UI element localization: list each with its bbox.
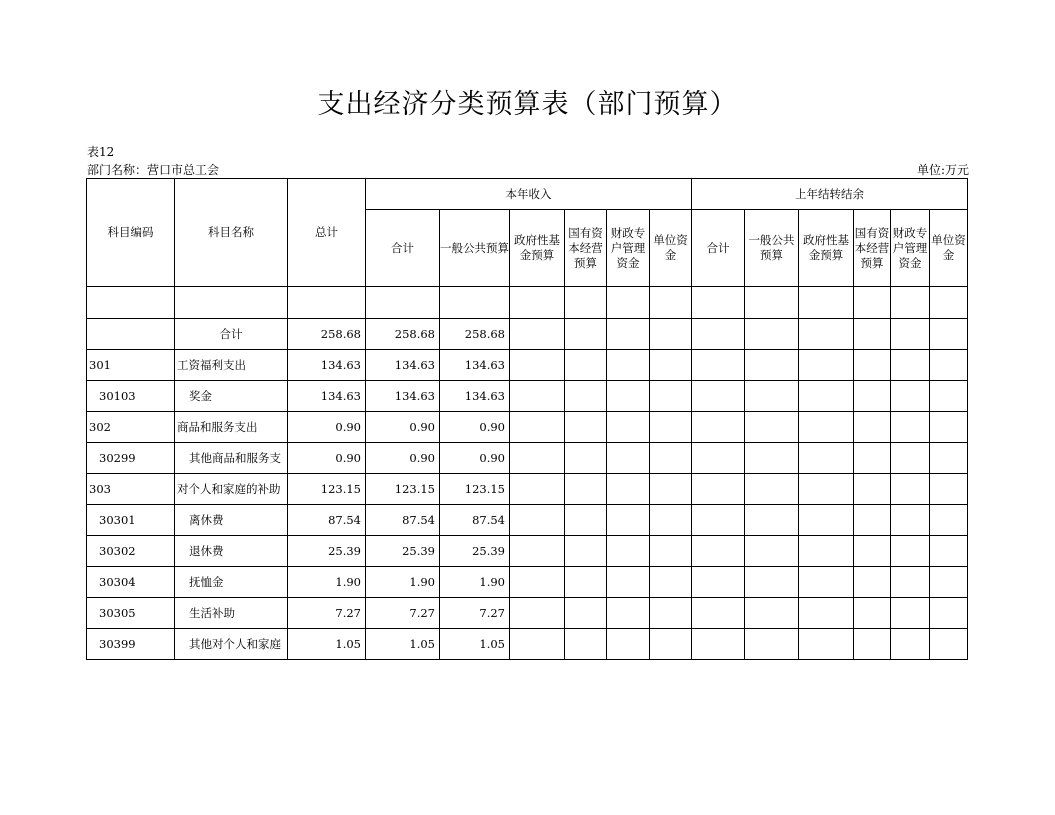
cell-current-unit-funds [650, 629, 692, 660]
cell-current-state-capital [565, 598, 607, 629]
cell-current-general: 1.05 [440, 629, 510, 660]
cell-current-state-capital [565, 474, 607, 505]
cell-prior-general [745, 443, 799, 474]
cell-prior-state-capital [854, 443, 891, 474]
cell-name: 商品和服务支出 [175, 412, 288, 443]
cell-current-general: 134.63 [440, 350, 510, 381]
cell-code: 30301 [87, 505, 175, 536]
table-row [87, 443, 968, 474]
cell-prior-total [692, 350, 745, 381]
table-row [87, 319, 968, 350]
header-spacer-row [87, 287, 968, 319]
cell-code: 30103 [87, 381, 175, 412]
cell-prior-unit-funds [930, 412, 968, 443]
cell-prior-fund [799, 536, 854, 567]
cell-prior-fund [799, 598, 854, 629]
cell-prior-total [692, 629, 745, 660]
cell-prior-general [745, 474, 799, 505]
cell-name: 其他商品和服务支 [175, 443, 288, 474]
cell-current-unit-funds [650, 598, 692, 629]
cell-name: 抚恤金 [175, 567, 288, 598]
cell-current-special-account [607, 381, 650, 412]
cell-current-unit-funds [650, 474, 692, 505]
cell-current-fund [510, 629, 565, 660]
table-row [87, 567, 968, 598]
cell-current-state-capital [565, 319, 607, 350]
cell-name: 生活补助 [175, 598, 288, 629]
cell-prior-special-account [891, 474, 930, 505]
cell-prior-general [745, 536, 799, 567]
cell-current-state-capital [565, 412, 607, 443]
cell-prior-unit-funds [930, 567, 968, 598]
cell-name: 对个人和家庭的补助 [175, 474, 288, 505]
cell-prior-fund [799, 505, 854, 536]
cell-current-general: 87.54 [440, 505, 510, 536]
cell-code: 30305 [87, 598, 175, 629]
cell-prior-unit-funds [930, 474, 968, 505]
cell-prior-fund [799, 567, 854, 598]
cell-prior-special-account [891, 536, 930, 567]
col-group-prior-carryover: 上年结转结余 [692, 179, 968, 210]
cell-current-fund [510, 474, 565, 505]
col-group-current-year: 本年收入 [366, 179, 692, 210]
cell-total: 87.54 [288, 505, 366, 536]
cell-current-special-account [607, 505, 650, 536]
cell-prior-general [745, 629, 799, 660]
cell-prior-special-account [891, 412, 930, 443]
cell-current-fund [510, 319, 565, 350]
cell-prior-total [692, 381, 745, 412]
cell-current-special-account [607, 567, 650, 598]
cell-current-state-capital [565, 505, 607, 536]
cell-prior-total [692, 443, 745, 474]
table-row [87, 474, 968, 505]
cell-current-state-capital [565, 381, 607, 412]
cell-current-state-capital [565, 350, 607, 381]
cell-current-general: 25.39 [440, 536, 510, 567]
cell-prior-special-account [891, 629, 930, 660]
table-row [87, 629, 968, 660]
cell-name: 其他对个人和家庭 [175, 629, 288, 660]
cell-prior-total [692, 536, 745, 567]
cell-prior-total [692, 598, 745, 629]
cell-prior-fund [799, 629, 854, 660]
cell-name: 退休费 [175, 536, 288, 567]
cell-current-fund [510, 598, 565, 629]
cell-prior-unit-funds [930, 505, 968, 536]
cell-prior-special-account [891, 350, 930, 381]
cell-code: 30299 [87, 443, 175, 474]
cell-prior-state-capital [854, 505, 891, 536]
cell-current-state-capital [565, 536, 607, 567]
cell-prior-special-account [891, 381, 930, 412]
cell-prior-fund [799, 350, 854, 381]
cell-current-fund [510, 443, 565, 474]
cell-current-fund [510, 536, 565, 567]
cell-current-unit-funds [650, 319, 692, 350]
cell-current-general: 0.90 [440, 443, 510, 474]
cell-current-total: 1.05 [366, 629, 440, 660]
cell-prior-special-account [891, 319, 930, 350]
cell-current-unit-funds [650, 505, 692, 536]
cell-current-unit-funds [650, 381, 692, 412]
cell-prior-fund [799, 443, 854, 474]
cell-prior-unit-funds [930, 381, 968, 412]
col-header-current-fund: 政府性基金预算 [510, 210, 565, 287]
col-header-prior-total: 合计 [692, 210, 745, 287]
page-title: 支出经济分类预算表（部门预算） [317, 89, 738, 120]
cell-current-unit-funds [650, 443, 692, 474]
cell-prior-unit-funds [930, 350, 968, 381]
cell-current-fund [510, 412, 565, 443]
cell-code: 301 [87, 350, 175, 381]
table-row [87, 536, 968, 567]
col-header-prior-general: 一般公共预算 [745, 210, 799, 287]
col-header-prior-special-account: 财政专户管理资金 [891, 210, 930, 287]
cell-name: 奖金 [175, 381, 288, 412]
cell-current-unit-funds [650, 412, 692, 443]
cell-prior-special-account [891, 598, 930, 629]
cell-prior-general [745, 381, 799, 412]
cell-prior-total [692, 474, 745, 505]
cell-current-unit-funds [650, 567, 692, 598]
cell-prior-total [692, 412, 745, 443]
col-header-current-total: 合计 [366, 210, 440, 287]
cell-current-fund [510, 505, 565, 536]
cell-prior-general [745, 598, 799, 629]
cell-prior-general [745, 505, 799, 536]
cell-prior-state-capital [854, 474, 891, 505]
cell-total: 0.90 [288, 443, 366, 474]
cell-name: 合计 [175, 319, 288, 350]
header-row-groups [87, 179, 968, 210]
cell-prior-general [745, 319, 799, 350]
col-header-prior-fund: 政府性基金预算 [799, 210, 854, 287]
cell-prior-unit-funds [930, 598, 968, 629]
cell-current-total: 7.27 [366, 598, 440, 629]
cell-prior-state-capital [854, 350, 891, 381]
col-header-name: 科目名称 [175, 179, 288, 287]
cell-code: 303 [87, 474, 175, 505]
cell-current-total: 87.54 [366, 505, 440, 536]
table-row [87, 412, 968, 443]
cell-current-total: 1.90 [366, 567, 440, 598]
table-body [87, 319, 968, 660]
cell-current-special-account [607, 536, 650, 567]
cell-prior-unit-funds [930, 443, 968, 474]
cell-prior-general [745, 350, 799, 381]
cell-current-special-account [607, 350, 650, 381]
cell-prior-unit-funds [930, 319, 968, 350]
cell-current-special-account [607, 412, 650, 443]
cell-total: 7.27 [288, 598, 366, 629]
cell-current-total: 0.90 [366, 412, 440, 443]
cell-total: 123.15 [288, 474, 366, 505]
cell-prior-state-capital [854, 412, 891, 443]
cell-prior-total [692, 319, 745, 350]
cell-current-general: 7.27 [440, 598, 510, 629]
cell-name: 工资福利支出 [175, 350, 288, 381]
cell-prior-state-capital [854, 629, 891, 660]
cell-prior-unit-funds [930, 629, 968, 660]
cell-code [87, 319, 175, 350]
cell-prior-state-capital [854, 381, 891, 412]
cell-prior-fund [799, 412, 854, 443]
cell-current-total: 258.68 [366, 319, 440, 350]
col-header-current-unit-funds: 单位资金 [650, 210, 692, 287]
cell-current-total: 134.63 [366, 350, 440, 381]
cell-prior-state-capital [854, 567, 891, 598]
cell-code: 30399 [87, 629, 175, 660]
cell-current-unit-funds [650, 536, 692, 567]
cell-prior-special-account [891, 567, 930, 598]
cell-current-state-capital [565, 443, 607, 474]
cell-code: 30304 [87, 567, 175, 598]
col-header-prior-unit-funds: 单位资金 [930, 210, 968, 287]
table-number: 表12 [87, 145, 115, 159]
cell-prior-general [745, 412, 799, 443]
col-header-code: 科目编码 [87, 179, 175, 287]
col-header-total: 总计 [288, 179, 366, 287]
budget-table [86, 178, 968, 660]
table-row [87, 350, 968, 381]
cell-code: 30302 [87, 536, 175, 567]
cell-total: 1.90 [288, 567, 366, 598]
col-header-current-general: 一般公共预算 [440, 210, 510, 287]
cell-prior-fund [799, 319, 854, 350]
cell-prior-special-account [891, 505, 930, 536]
cell-current-general: 0.90 [440, 412, 510, 443]
table-row [87, 381, 968, 412]
cell-prior-total [692, 567, 745, 598]
department-name: 部门名称：营口市总工会 [87, 163, 220, 177]
cell-current-state-capital [565, 629, 607, 660]
cell-current-special-account [607, 319, 650, 350]
cell-total: 25.39 [288, 536, 366, 567]
cell-prior-state-capital [854, 598, 891, 629]
cell-current-special-account [607, 629, 650, 660]
cell-prior-special-account [891, 443, 930, 474]
table-row [87, 598, 968, 629]
cell-total: 1.05 [288, 629, 366, 660]
cell-total: 134.63 [288, 350, 366, 381]
cell-current-special-account [607, 474, 650, 505]
cell-current-general: 1.90 [440, 567, 510, 598]
cell-name: 离休费 [175, 505, 288, 536]
cell-current-general: 123.15 [440, 474, 510, 505]
col-header-prior-state-capital: 国有资本经营预算 [854, 210, 891, 287]
cell-total: 258.68 [288, 319, 366, 350]
cell-current-total: 134.63 [366, 381, 440, 412]
cell-prior-fund [799, 474, 854, 505]
cell-current-general: 258.68 [440, 319, 510, 350]
table-row [87, 505, 968, 536]
cell-current-total: 0.90 [366, 443, 440, 474]
cell-current-unit-funds [650, 350, 692, 381]
cell-prior-state-capital [854, 536, 891, 567]
col-header-current-special-account: 财政专户管理资金 [607, 210, 650, 287]
cell-current-state-capital [565, 567, 607, 598]
cell-current-special-account [607, 443, 650, 474]
col-header-current-state-capital: 国有资本经营预算 [565, 210, 607, 287]
cell-prior-state-capital [854, 319, 891, 350]
cell-current-special-account [607, 598, 650, 629]
cell-current-fund [510, 567, 565, 598]
cell-prior-total [692, 505, 745, 536]
cell-total: 0.90 [288, 412, 366, 443]
cell-current-total: 25.39 [366, 536, 440, 567]
cell-current-general: 134.63 [440, 381, 510, 412]
cell-current-fund [510, 381, 565, 412]
cell-current-fund [510, 350, 565, 381]
cell-current-total: 123.15 [366, 474, 440, 505]
cell-prior-unit-funds [930, 536, 968, 567]
cell-prior-fund [799, 381, 854, 412]
cell-code: 302 [87, 412, 175, 443]
cell-total: 134.63 [288, 381, 366, 412]
unit-label: 单位:万元 [916, 163, 969, 177]
cell-prior-general [745, 567, 799, 598]
